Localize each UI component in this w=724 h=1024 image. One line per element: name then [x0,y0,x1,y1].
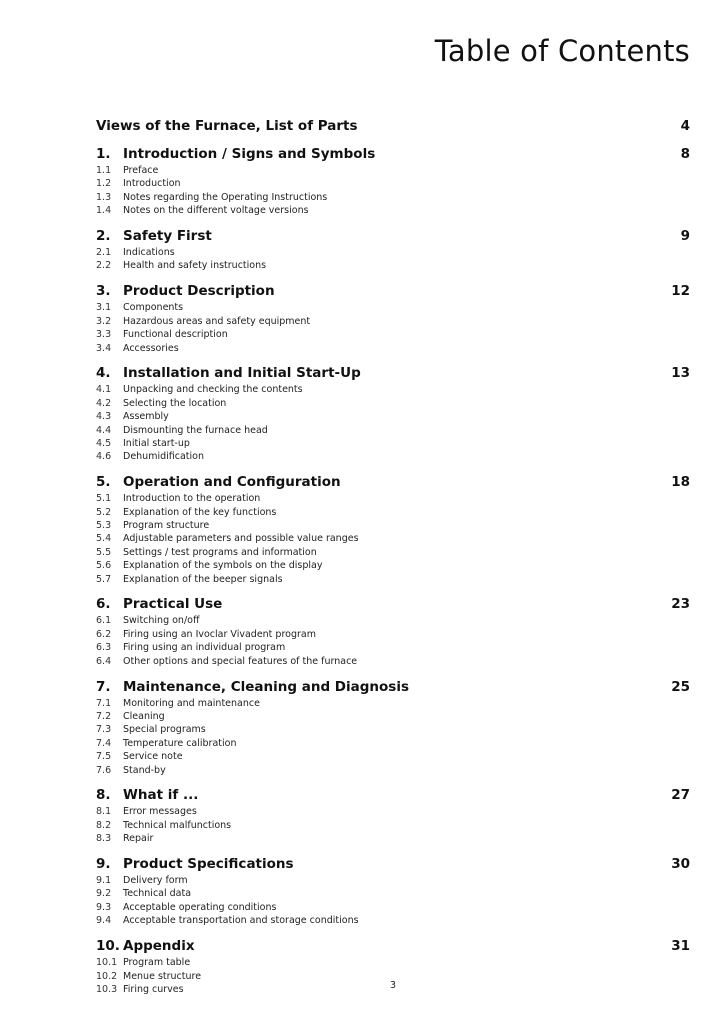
subsection-title: Stand-by [123,764,166,776]
subsection-number: 4.2 [96,397,112,409]
subsection-title: Settings / test programs and information [123,546,317,558]
subsection-number: 5.3 [96,520,112,532]
subsection-number: 2.1 [96,247,112,259]
subsection-number: 3.3 [96,329,112,341]
toc-subsection[interactable] [96,874,690,887]
toc-subsection[interactable] [96,655,690,668]
subsection-title: Error messages [123,806,197,818]
toc-chapter-heading[interactable] [96,938,690,956]
subsection-title: Cleaning [123,710,165,722]
subsection-number: 7.2 [96,710,112,722]
toc-subsection[interactable] [96,259,690,272]
toc-chapter [96,787,690,845]
toc-subsection[interactable] [96,750,690,763]
subsection-number: 4.3 [96,411,112,423]
subsection-number: 4.6 [96,451,112,463]
subsection-number: 3.2 [96,315,112,327]
subsection-title: Menue structure [123,970,202,982]
subsection-title: Other options and special features of the furnace [123,655,358,667]
toc-subsection[interactable] [96,914,690,927]
subsection-title: Accessories [123,342,179,354]
chapter-number: 7. [96,678,111,695]
chapter-number: 6. [96,596,111,613]
toc-chapter [96,228,690,273]
subsection-title: Firing using an Ivoclar Vivadent program [123,628,316,640]
subsection-title: Firing curves [123,983,184,995]
subsection-title: Acceptable operating conditions [123,901,277,913]
toc-chapter-heading[interactable] [96,228,690,246]
toc-subsection[interactable] [96,410,690,423]
chapter-number: 5. [96,474,111,491]
subsection-title: Dismounting the furnace head [123,424,268,436]
subsection-number: 5.2 [96,506,112,518]
table-of-contents [96,118,690,1007]
subsection-number: 9.1 [96,875,112,887]
subsection-number: 5.4 [96,533,112,545]
chapter-number: 8. [96,787,111,804]
toc-subsection[interactable] [96,532,690,545]
page-title: Table of Contents [434,34,690,68]
chapter-title: Maintenance, Cleaning and Diagnosis [123,678,409,695]
subsection-title: Technical malfunctions [123,819,232,831]
chapter-page: 23 [671,596,690,613]
toc-chapter-heading[interactable] [96,474,690,492]
subsection-title: Delivery form [123,875,188,887]
chapter-page: 9 [680,228,690,245]
subsection-title: Explanation of the key functions [123,506,277,518]
subsection-number: 10.1 [96,957,118,969]
subsection-number: 7.5 [96,751,112,763]
toc-subsection[interactable] [96,805,690,818]
subsection-title: Hazardous areas and safety equipment [123,315,311,327]
toc-subsection[interactable] [96,546,690,559]
subsection-title: Unpacking and checking the contents [123,384,303,396]
subsection-number: 4.5 [96,437,112,449]
subsection-number: 6.2 [96,628,112,640]
subsection-title: Initial start-up [123,437,190,449]
subsection-title: Introduction to the operation [123,493,261,505]
toc-chapter [96,146,690,218]
subsection-number: 9.3 [96,901,112,913]
toc-subsection[interactable] [96,737,690,750]
subsection-number: 5.7 [96,573,112,585]
toc-subsection[interactable] [96,383,690,396]
subsection-number: 1.1 [96,165,112,176]
toc-subsection[interactable] [96,177,690,190]
toc-subsection[interactable] [96,397,690,410]
toc-entry-views[interactable] [96,118,690,138]
subsection-number: 6.1 [96,615,112,627]
subsection-number: 1.2 [96,178,112,190]
toc-entry-page: 4 [680,118,690,134]
toc-chapter [96,596,690,668]
subsection-number: 5.1 [96,493,112,505]
toc-subsection[interactable] [96,956,690,969]
chapter-number: 4. [96,365,111,382]
chapter-title: Installation and Initial Start-Up [123,365,361,382]
footer-page-number: 3 [389,980,397,991]
chapter-title: Product Specifications [123,856,294,873]
subsection-title: Notes on the different voltage versions [123,205,309,217]
subsection-number: 1.4 [96,205,112,217]
subsection-number: 8.1 [96,806,112,818]
chapter-title: Introduction / Signs and Symbols [123,146,376,162]
subsection-title: Explanation of the symbols on the display [123,560,323,572]
toc-subsection[interactable] [96,887,690,900]
toc-subsection[interactable] [96,424,690,437]
toc-subsection[interactable] [96,315,690,328]
subsection-number: 5.6 [96,560,112,572]
toc-subsection[interactable] [96,204,690,217]
subsection-number: 4.4 [96,424,112,436]
subsection-title: Switching on/off [123,615,200,627]
toc-subsection[interactable] [96,450,690,463]
toc-subsection[interactable] [96,164,690,177]
toc-subsection[interactable] [96,191,690,204]
toc-subsection[interactable] [96,901,690,914]
subsection-number: 6.3 [96,642,112,654]
subsection-title: Program structure [123,520,210,532]
subsection-title: Program table [123,957,191,969]
toc-chapter [96,856,690,928]
subsection-title: Components [123,302,184,314]
chapter-page: 27 [671,787,690,804]
subsection-number: 5.5 [96,546,112,558]
toc-subsection[interactable] [96,328,690,341]
subsection-number: 4.1 [96,384,112,396]
subsection-number: 7.1 [96,697,112,709]
toc-subsection[interactable] [96,519,690,532]
chapter-title: Product Description [123,283,275,300]
toc-subsection[interactable] [96,641,690,654]
subsection-title: Indications [123,247,175,259]
chapter-page: 30 [671,856,690,873]
chapter-number: 10. [96,938,120,955]
subsection-title: Monitoring and maintenance [123,697,260,709]
toc-chapter-heading[interactable] [96,596,690,614]
chapter-title: Operation and Configuration [123,474,341,491]
toc-subsection[interactable] [96,832,690,845]
subsection-number: 10.2 [96,970,118,982]
toc-entry-title: Views of the Furnace, List of Parts [96,118,358,134]
toc-chapter [96,365,690,463]
toc-subsection[interactable] [96,559,690,572]
subsection-number: 8.2 [96,819,112,831]
chapter-page: 12 [671,283,690,300]
subsection-number: 9.4 [96,915,112,927]
chapter-page: 18 [671,474,690,491]
subsection-title: Health and safety instructions [123,260,267,272]
toc-subsection[interactable] [96,819,690,832]
chapter-title: What if ... [123,787,199,804]
subsection-title: Acceptable transportation and storage conditions [123,915,359,927]
toc-chapter [96,283,690,355]
subsection-title: Assembly [123,411,169,423]
toc-subsection[interactable] [96,246,690,259]
subsection-number: 7.3 [96,724,112,736]
chapter-number: 9. [96,856,111,873]
toc-chapter-heading[interactable] [96,787,690,805]
chapter-number: 1. [96,146,111,162]
toc-subsection[interactable] [96,342,690,355]
subsection-title: Firing using an individual program [123,642,286,654]
toc-subsection[interactable] [96,710,690,723]
subsection-title: Adjustable parameters and possible value ranges [123,533,359,545]
subsection-number: 10.3 [96,983,118,995]
subsection-title: Explanation of the beeper signals [123,573,283,585]
chapter-page: 8 [680,146,690,162]
subsection-number: 3.4 [96,342,112,354]
chapter-page: 25 [671,678,690,695]
toc-chapter-heading[interactable] [96,283,690,301]
chapter-title: Safety First [123,228,212,245]
toc-chapter [96,679,690,777]
subsection-title: Introduction [123,178,181,190]
chapter-page: 31 [671,938,690,955]
subsection-title: Selecting the location [123,397,227,409]
subsection-title: Service note [123,751,183,763]
subsection-number: 7.4 [96,737,112,749]
subsection-number: 8.3 [96,833,112,845]
toc-chapter [96,474,690,586]
toc-subsection[interactable] [96,697,690,710]
subsection-title: Special programs [123,724,206,736]
subsection-number: 1.3 [96,191,112,203]
subsection-title: Notes regarding the Operating Instructions [123,191,328,203]
toc-chapter-heading[interactable] [96,679,690,697]
chapter-page: 13 [671,365,690,382]
subsection-title: Functional description [123,329,228,341]
subsection-title: Technical data [123,888,192,900]
chapter-number: 3. [96,283,111,300]
subsection-number: 3.1 [96,302,112,314]
toc-subsection[interactable] [96,723,690,736]
subsection-title: Dehumidification [123,451,204,463]
chapter-title: Practical Use [123,596,223,613]
subsection-number: 6.4 [96,655,112,667]
chapter-list [96,146,690,996]
toc-subsection[interactable] [96,614,690,627]
toc-chapter-heading[interactable] [96,365,690,383]
subsection-number: 9.2 [96,888,112,900]
toc-subsection[interactable] [96,492,690,505]
toc-subsection[interactable] [96,506,690,519]
toc-subsection[interactable] [96,573,690,586]
toc-subsection[interactable] [96,764,690,777]
toc-chapter-heading[interactable] [96,856,690,874]
toc-subsection[interactable] [96,301,690,314]
subsection-number: 2.2 [96,260,112,272]
toc-subsection[interactable] [96,437,690,450]
chapter-number: 2. [96,228,111,245]
toc-subsection[interactable] [96,628,690,641]
subsection-title: Preface [123,165,159,176]
toc-chapter-heading[interactable] [96,146,690,164]
subsection-title: Temperature calibration [123,737,237,749]
subsection-title: Repair [123,833,154,845]
chapter-title: Appendix [123,938,195,955]
subsection-number: 7.6 [96,764,112,776]
